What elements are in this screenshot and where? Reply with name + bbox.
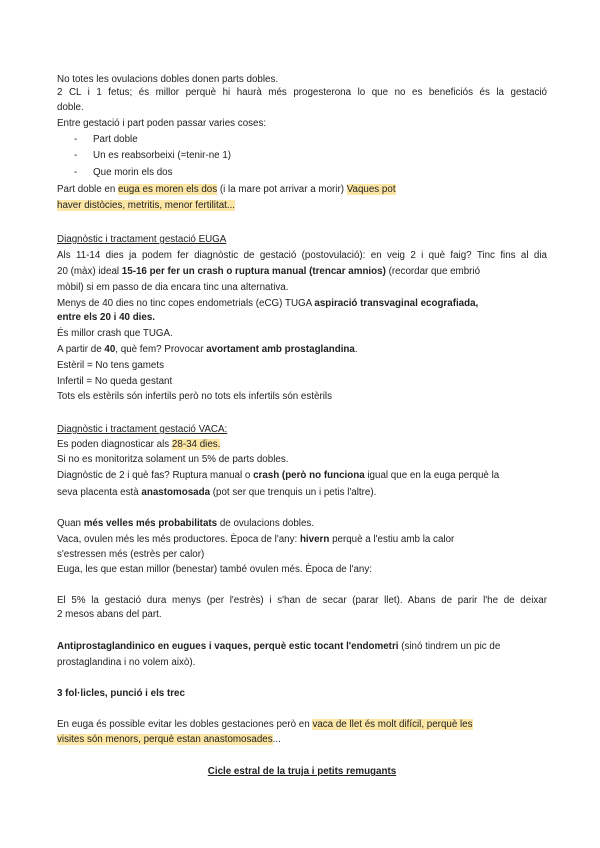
- text-run: Es poden diagnosticar als: [57, 439, 172, 450]
- list-item: Part doble: [93, 134, 138, 145]
- bullet-dash: -: [74, 150, 78, 161]
- text-run: Menys de 40 dies no tinc copes endometrials (eCG) TUGA: [57, 298, 315, 309]
- text-line: [57, 297, 547, 310]
- text-line: [57, 718, 547, 731]
- text-line: [57, 533, 547, 546]
- bold-text: crash (però no funciona: [253, 470, 365, 481]
- bullet-dash: -: [74, 134, 78, 145]
- bold-text: 40: [104, 344, 116, 355]
- bullet-dash: -: [74, 167, 78, 178]
- text-line: No totes les ovulacions dobles donen parts dobles.: [57, 74, 279, 85]
- text-line: [57, 733, 547, 746]
- list-item: Un es reabsorbeixi (=tenir-ne 1): [93, 150, 232, 161]
- highlight: euga es moren els dos: [118, 184, 218, 195]
- bold-text: 15-16 per fer un crash o ruptura manual (trencar amnios): [121, 266, 386, 277]
- highlight: Vaques pot: [346, 184, 396, 195]
- highlight: haver distòcies, metritis, menor fertilitat...: [57, 200, 236, 211]
- text-run: .: [354, 344, 358, 355]
- text-line: [57, 265, 547, 278]
- highlight: visites són menors, perquè estan anastomosades: [57, 734, 273, 745]
- bold-text: aspiració transvaginal ecografiada,: [314, 298, 479, 309]
- bold-text: Antiprostaglandinico en eugues i vaques, perquè estic tocant l'endometri: [57, 641, 399, 652]
- text-line: prostaglandina i no volem això).: [57, 657, 196, 668]
- text-line: s'estressen més (estrès per calor): [57, 549, 205, 560]
- text-line: [57, 438, 547, 451]
- text-line: El 5% la gestació dura menys (per l'estrès) i s'han de secar (parar llet). Abans de parir l'he de deixar: [57, 595, 547, 606]
- text-line: [57, 517, 547, 530]
- text-line: Als 11-14 dies ja podem fer diagnòstic de gestació (postovulació): en veig 2 i què faig? Tinc fins al dia: [57, 250, 547, 261]
- highlight: 28-34 dies.: [171, 439, 221, 450]
- text-line: Euga, les que estan millor (benestar) també ovulen més. Època de l'any:: [57, 564, 372, 575]
- text-run: de ovulacions dobles.: [217, 518, 315, 529]
- text-run: seva placenta està: [57, 487, 142, 498]
- text-run: (pot ser que trenquis un i petis l'altre).: [210, 487, 377, 498]
- text-run: (sinó tindrem un pic de: [398, 641, 501, 652]
- text-run: Vaca, ovulen més les més productores. Època de l'any:: [57, 534, 300, 545]
- text-run: ...: [272, 734, 281, 745]
- text-run: Diagnòstic de 2 i què fas? Ruptura manual o: [57, 470, 254, 481]
- text-line: És millor crash que TUGA.: [57, 328, 173, 339]
- text-line: [57, 486, 547, 499]
- text-line: Entre gestació i part poden passar varies coses:: [57, 118, 267, 129]
- text-line: 3 fol·licles, punció i els trec: [57, 688, 185, 699]
- text-line: Si no es monitoritza solament un 5% de parts dobles.: [57, 454, 289, 465]
- highlight: vaca de llet és molt difícil, perquè les: [312, 719, 473, 730]
- bold-text: avortament amb prostaglandina: [206, 344, 355, 355]
- section-heading-vaca: Diagnòstic i tractament gestació VACA:: [57, 424, 228, 435]
- text-line: [57, 183, 547, 196]
- text-run: Quan: [57, 518, 84, 529]
- text-line: [57, 343, 547, 356]
- bold-text: hivern: [299, 534, 330, 545]
- bold-text: més velles més probabilitats: [83, 518, 218, 529]
- text-line: mòbil) si em passo de dia encara tinc una alternativa.: [57, 282, 289, 293]
- text-line: [57, 199, 547, 212]
- text-run: 20 (màx) ideal: [57, 266, 122, 277]
- section-heading-euga: Diagnòstic i tractament gestació EUGA: [57, 234, 227, 245]
- bold-text: anastomosada: [141, 487, 211, 498]
- text-run: Part doble en: [57, 184, 119, 195]
- text-line: entre els 20 i 40 dies.: [57, 312, 156, 323]
- text-line: Estèril = No tens gamets: [57, 360, 164, 371]
- text-line: Tots els estèrils són infertils però no tots els infertils són estèrils: [57, 391, 332, 402]
- text-line: [57, 469, 547, 482]
- text-run: (recordar que embrió: [385, 266, 481, 277]
- text-run: , què fem? Provocar: [115, 344, 207, 355]
- text-line: [57, 640, 547, 653]
- text-line: Infertil = No queda gestant: [57, 376, 173, 387]
- text-run: perquè a l'estiu amb la calor: [329, 534, 455, 545]
- text-line: 2 mesos abans del part.: [57, 609, 162, 620]
- text-line: doble.: [57, 102, 84, 113]
- text-run: A partir de: [57, 344, 105, 355]
- text-run: igual que en la euga perquè la: [364, 470, 500, 481]
- text-run: En euga és possible evitar les dobles gestaciones però en: [57, 719, 313, 730]
- list-item: Que morin els dos: [93, 167, 173, 178]
- text-line: 2 CL i 1 fetus; és millor perquè hi haurà més progesterona lo que no es beneficiós és la gestació: [57, 87, 547, 98]
- text-run: (i la mare pot arrivar a morir): [217, 184, 347, 195]
- section-heading-truja: Cicle estral de la truja i petits remugants: [207, 766, 397, 777]
